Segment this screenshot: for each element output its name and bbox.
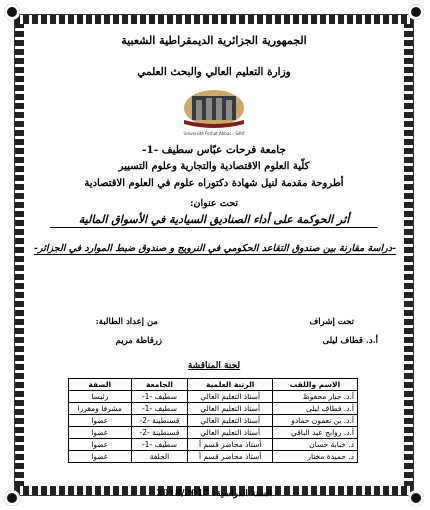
member-role: عضوا [69, 427, 132, 439]
corner-ornament-icon [4, 4, 20, 20]
member-role: عضوا [69, 439, 132, 451]
table-row [69, 427, 358, 439]
academic-year-value: 2018/2017 [156, 489, 210, 499]
jury-title: لجنة المناقشة [187, 361, 241, 371]
member-rank: أستاذ التعليم العالي [188, 415, 272, 427]
member-rank: أستاذ التعليم العالي [188, 391, 272, 403]
header-rank: الرتبة العلمية [188, 379, 272, 391]
member-role: عضوا [69, 451, 132, 463]
table-row [69, 439, 358, 451]
member-role: مشرفا ومقررا [69, 403, 132, 415]
member-role: عضوا [69, 415, 132, 427]
member-name: د. حميدة مختار [272, 451, 357, 463]
member-name: أ.د. روابح عبد الباقي [272, 427, 357, 439]
member-rank: أستاذ محاضر قسم أ [188, 451, 272, 463]
member-role: رئيسا [69, 391, 132, 403]
thesis-statement: أطروحة مقدمة لنيل شهادة دكتوراه علوم في العلوم الاقتصادية [84, 178, 344, 189]
student-name: زرقاطة مريم [115, 336, 162, 346]
academic-year [20, 489, 408, 499]
supervisor-name: أ.د. قطاف ليلى [322, 336, 378, 346]
jury-header-row [69, 379, 358, 391]
table-row [69, 403, 358, 415]
member-name: أ.د. جبار محفوظ [272, 391, 357, 403]
jury-table [68, 378, 358, 463]
member-name: أ.د. قطاف ليلى [272, 403, 357, 415]
member-university: قسنطينة -2- [131, 415, 188, 427]
member-rank: أستاذ محاضر قسم أ [188, 439, 272, 451]
republic-title: الجمهورية الجزائرية الديمقراطية الشعبية [121, 34, 307, 47]
member-university: الجلفة [131, 451, 188, 463]
thesis-subtitle [30, 234, 400, 264]
university-name: جامعة فرحات عبّاس سطيف -1- [142, 144, 286, 156]
member-rank: أستاذ التعليم العالي [188, 427, 272, 439]
member-name: د. خبابة حسان [272, 439, 357, 451]
thesis-main-title: أثر الحوكمة على أداء الصناديق السيادية في الأسواق المالية [50, 213, 378, 228]
table-row [69, 391, 358, 403]
member-university: قسنطينة -2- [131, 427, 188, 439]
member-rank: أستاذ التعليم العالي [188, 403, 272, 415]
table-row [69, 451, 358, 463]
table-row [69, 415, 358, 427]
ministry-title: وزارة التعليم العالي والبحث العلمي [137, 66, 291, 78]
header-university: الجامعة [131, 379, 188, 391]
cover-content [20, 20, 408, 499]
corner-ornament-icon [408, 490, 424, 506]
corner-ornament-icon [4, 490, 20, 506]
under-title-label: تحت عنوان: [190, 198, 238, 209]
academic-year-label: السنة الدراسية: [212, 489, 272, 499]
member-university: سطيف -1- [131, 403, 188, 415]
student-label: من إعداد الطالبة: [95, 317, 158, 327]
header-role: الصفة [69, 379, 132, 391]
logo-caption: Université Ferhat Abbas - Sétif [183, 131, 245, 136]
member-university: سطيف -1- [131, 391, 188, 403]
thesis-subtitle-text: -دراسة مقارنة بين صندوق التقاعد الحكومي في النرويج و صندوق ضبط الموارد في الجزائر- [34, 243, 396, 254]
supervisor-label: تحت إشراف [309, 317, 354, 327]
corner-ornament-icon [408, 4, 424, 20]
member-university: سطيف -1- [131, 439, 188, 451]
university-logo-icon [178, 86, 250, 138]
faculty-name: كلّية العلوم الاقتصادية والتجارية وعلوم التسيير [118, 161, 310, 172]
member-name: أ.د. بن نعمون حمادو [272, 415, 357, 427]
header-name: الاسم واللقب [272, 379, 357, 391]
